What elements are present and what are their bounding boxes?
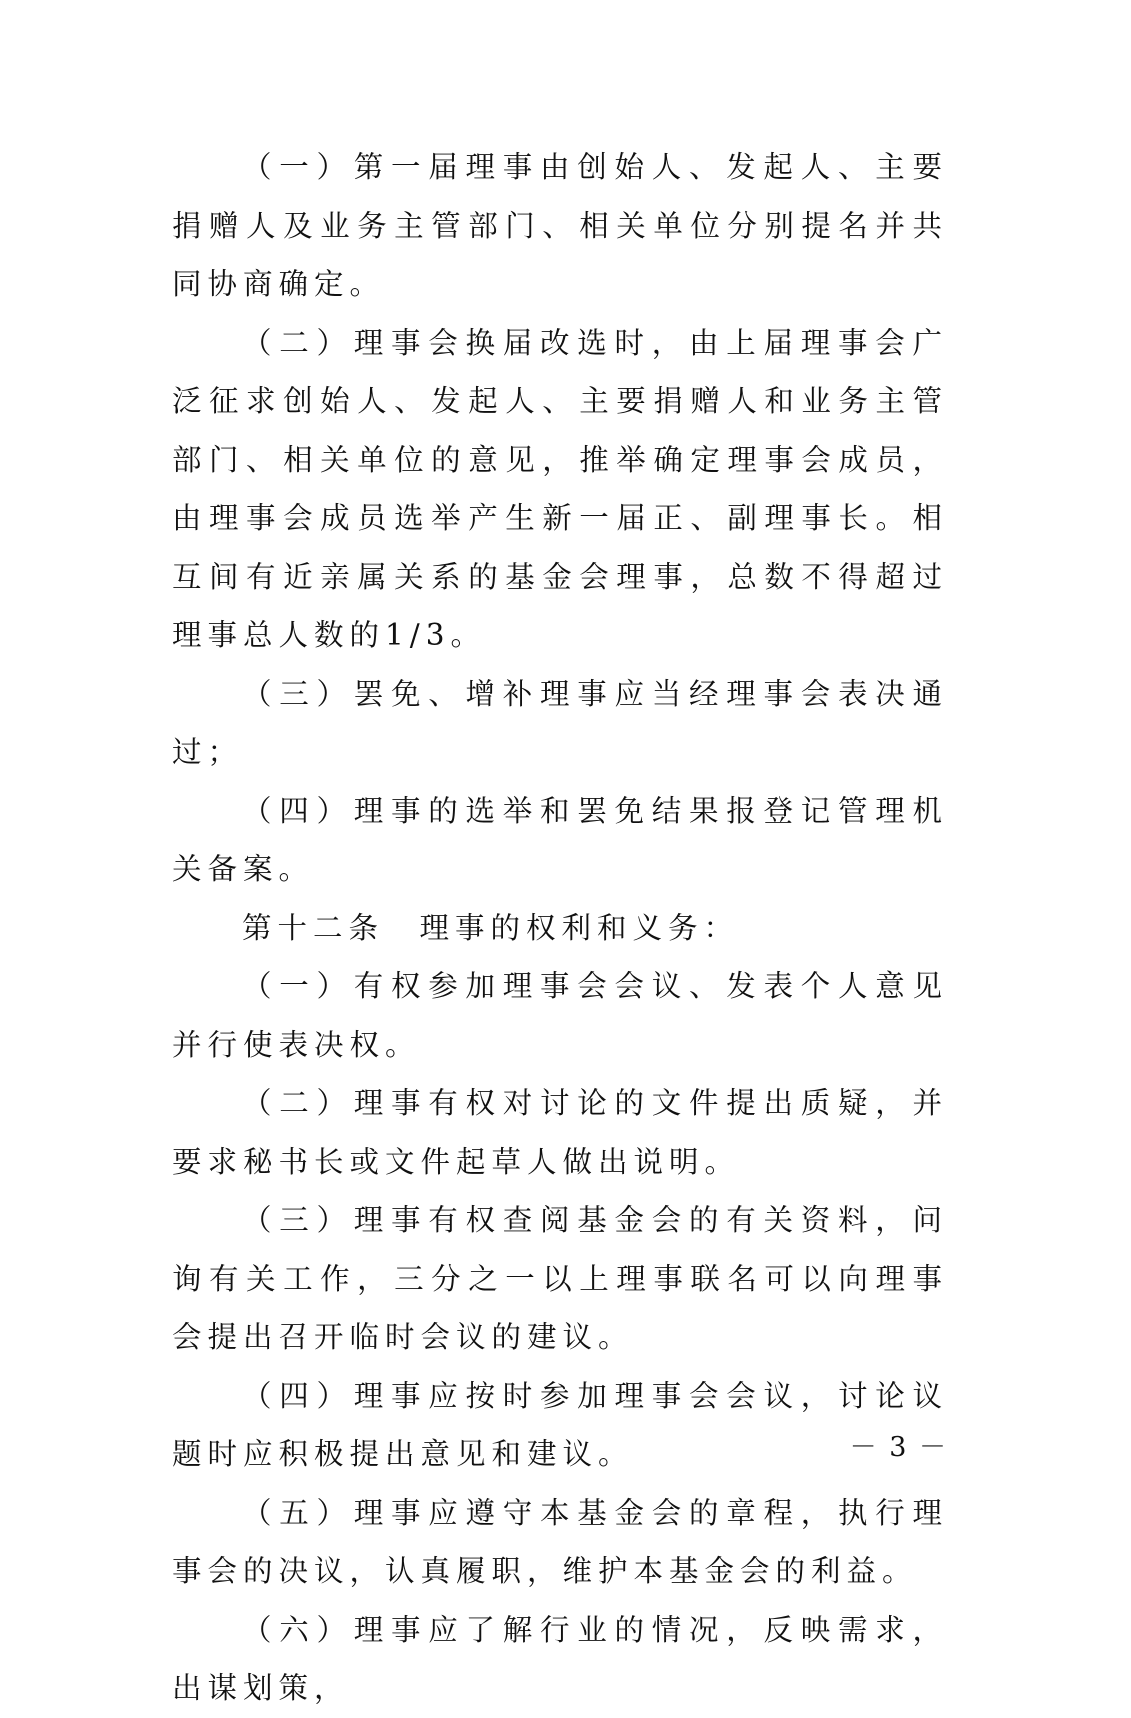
paragraph-1: （一）第一届理事由创始人、发起人、主要捐赠人及业务主管部门、相关单位分别提名并共同协商确定。	[172, 150, 948, 301]
article-12-heading: 第十二条 理事的权利和义务：	[242, 910, 740, 945]
document-body	[172, 138, 948, 1718]
paragraph-9: （四）理事应按时参加理事会会议，讨论议题时应积极提出意见和建议。	[172, 1378, 948, 1471]
paragraph-7: （二）理事有权对讨论的文件提出质疑，并要求秘书长或文件起草人做出说明。	[172, 1086, 948, 1179]
paragraph-11: （六）理事应了解行业的情况，反映需求，出谋划策，	[172, 1612, 948, 1705]
paragraph-10: （五）理事应遵守本基金会的章程，执行理事会的决议，认真履职，维护本基金会的利益。	[172, 1495, 948, 1588]
paragraph-6: （一）有权参加理事会会议、发表个人意见并行使表决权。	[172, 969, 948, 1062]
page-number: － 3 －	[849, 1432, 948, 1463]
paragraph-4: （四）理事的选举和罢免结果报登记管理机关备案。	[172, 793, 948, 886]
paragraph-2: （二）理事会换届改选时，由上届理事会广泛征求创始人、发起人、主要捐赠人和业务主管部门、相关单位的意见，推举确定理事会成员，由理事会成员选举产生新一届正、副理事长。相互间有近亲属关系的基金会理事，总数不得超过理事总人数的1/3。	[172, 325, 948, 652]
paragraph-3: （三）罢免、增补理事应当经理事会表决通过；	[172, 676, 948, 769]
paragraph-8: （三）理事有权查阅基金会的有关资料，问询有关工作，三分之一以上理事联名可以向理事会提出召开临时会议的建议。	[172, 1203, 948, 1354]
